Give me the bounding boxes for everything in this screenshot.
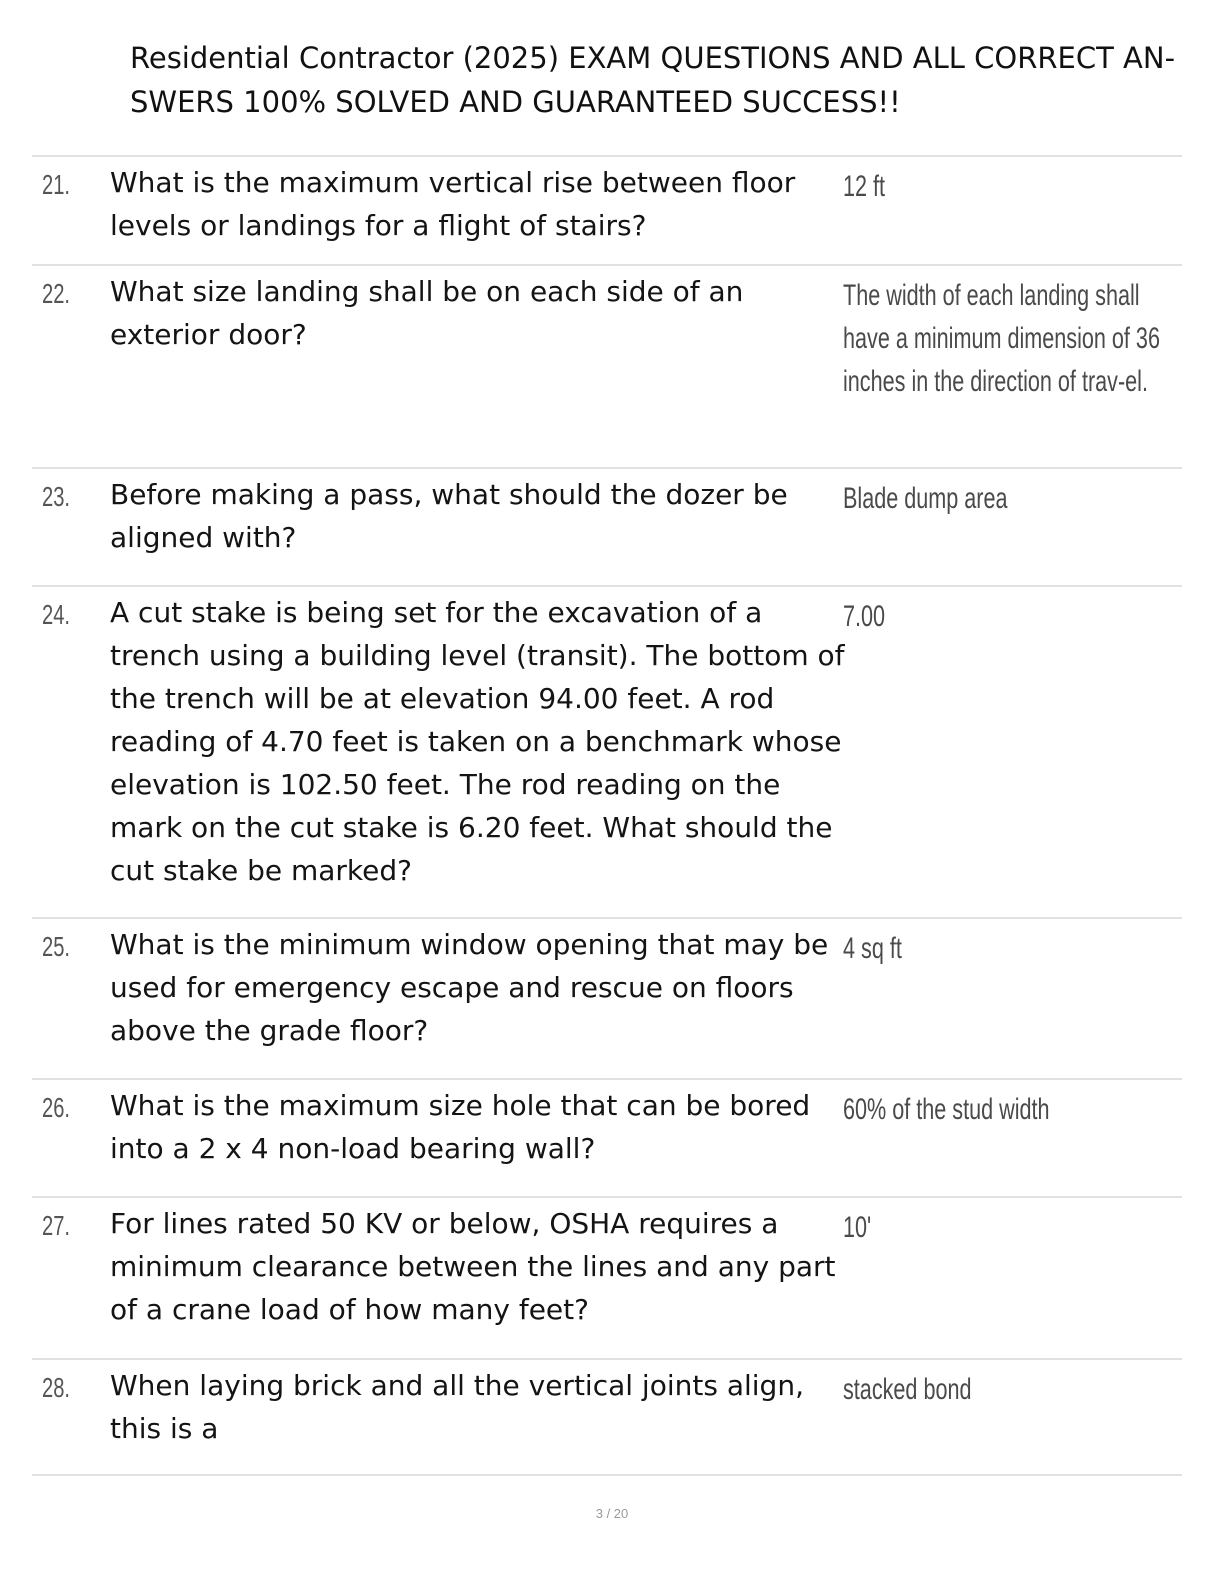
question-number: 22. [42,278,71,309]
answer-text: 10' [843,1211,872,1244]
question-row-28 [32,1358,1182,1476]
question-row-24 [32,585,1182,917]
document-title [130,36,1190,124]
answer-text: 60% of the stud width [843,1093,1050,1126]
question-row-22 [32,264,1182,467]
question-row-27 [32,1196,1182,1358]
question-text: Before making a pass, what should the dozer be aligned with? [110,478,788,554]
question-text: What is the maximum vertical rise between floor levels or landings for a flight of stairs? [110,166,796,242]
question-text: What is the maximum size hole that can be bored into a 2 x 4 non-load bearing wall? [110,1089,811,1165]
answer-text: 12 ft [843,170,886,203]
question-number: 26. [42,1092,71,1123]
question-number: 23. [42,481,71,512]
page-indicator: 3 / 20 [595,1506,629,1521]
question-row-26 [32,1078,1182,1196]
question-row-25 [32,917,1182,1078]
answer-text: 4 sq ft [843,932,902,965]
answer-text: Blade dump area [843,482,1008,515]
question-row-23 [32,467,1182,585]
question-text: For lines rated 50 KV or below, OSHA requires a minimum clearance between the lines and any part of a crane load of how many feet? [110,1207,836,1326]
question-text: What is the minimum window opening that may be used for emergency escape and rescue on floors above the grade floor? [110,928,829,1047]
answer-text: The width of each landing shall have a minimum dimension of 36 inches in the direction of trav-el. [843,279,1160,398]
question-number: 27. [42,1210,71,1241]
answer-text: stacked bond [843,1373,972,1406]
question-number: 21. [42,169,71,200]
question-number: 25. [42,931,71,962]
question-number: 24. [42,599,71,630]
answer-text: 7.00 [843,600,886,633]
question-text: A cut stake is being set for the excavation of a trench using a building level (transit). The bottom of the trench will be at elevation 94.00 feet. A rod reading of 4.70 feet is taken on a benchmark whose elevation is 102.50 feet. The rod reading on the mark on the cut stake is 6.20 feet. What should the cut stake be marked? [110,596,845,887]
document-title-line-1: Residential Contractor (2025) EXAM QUESTIONS AND ALL CORRECT AN- [130,41,1176,75]
question-row-21 [32,155,1182,264]
question-answer-list [32,155,1182,1476]
question-text: What size landing shall be on each side of an exterior door? [110,275,744,351]
question-number: 28. [42,1372,71,1403]
question-text: When laying brick and all the vertical joints align, this is a [110,1369,804,1445]
document-title-line-2: SWERS 100% SOLVED AND GUARANTEED SUCCESS!! [130,85,901,119]
